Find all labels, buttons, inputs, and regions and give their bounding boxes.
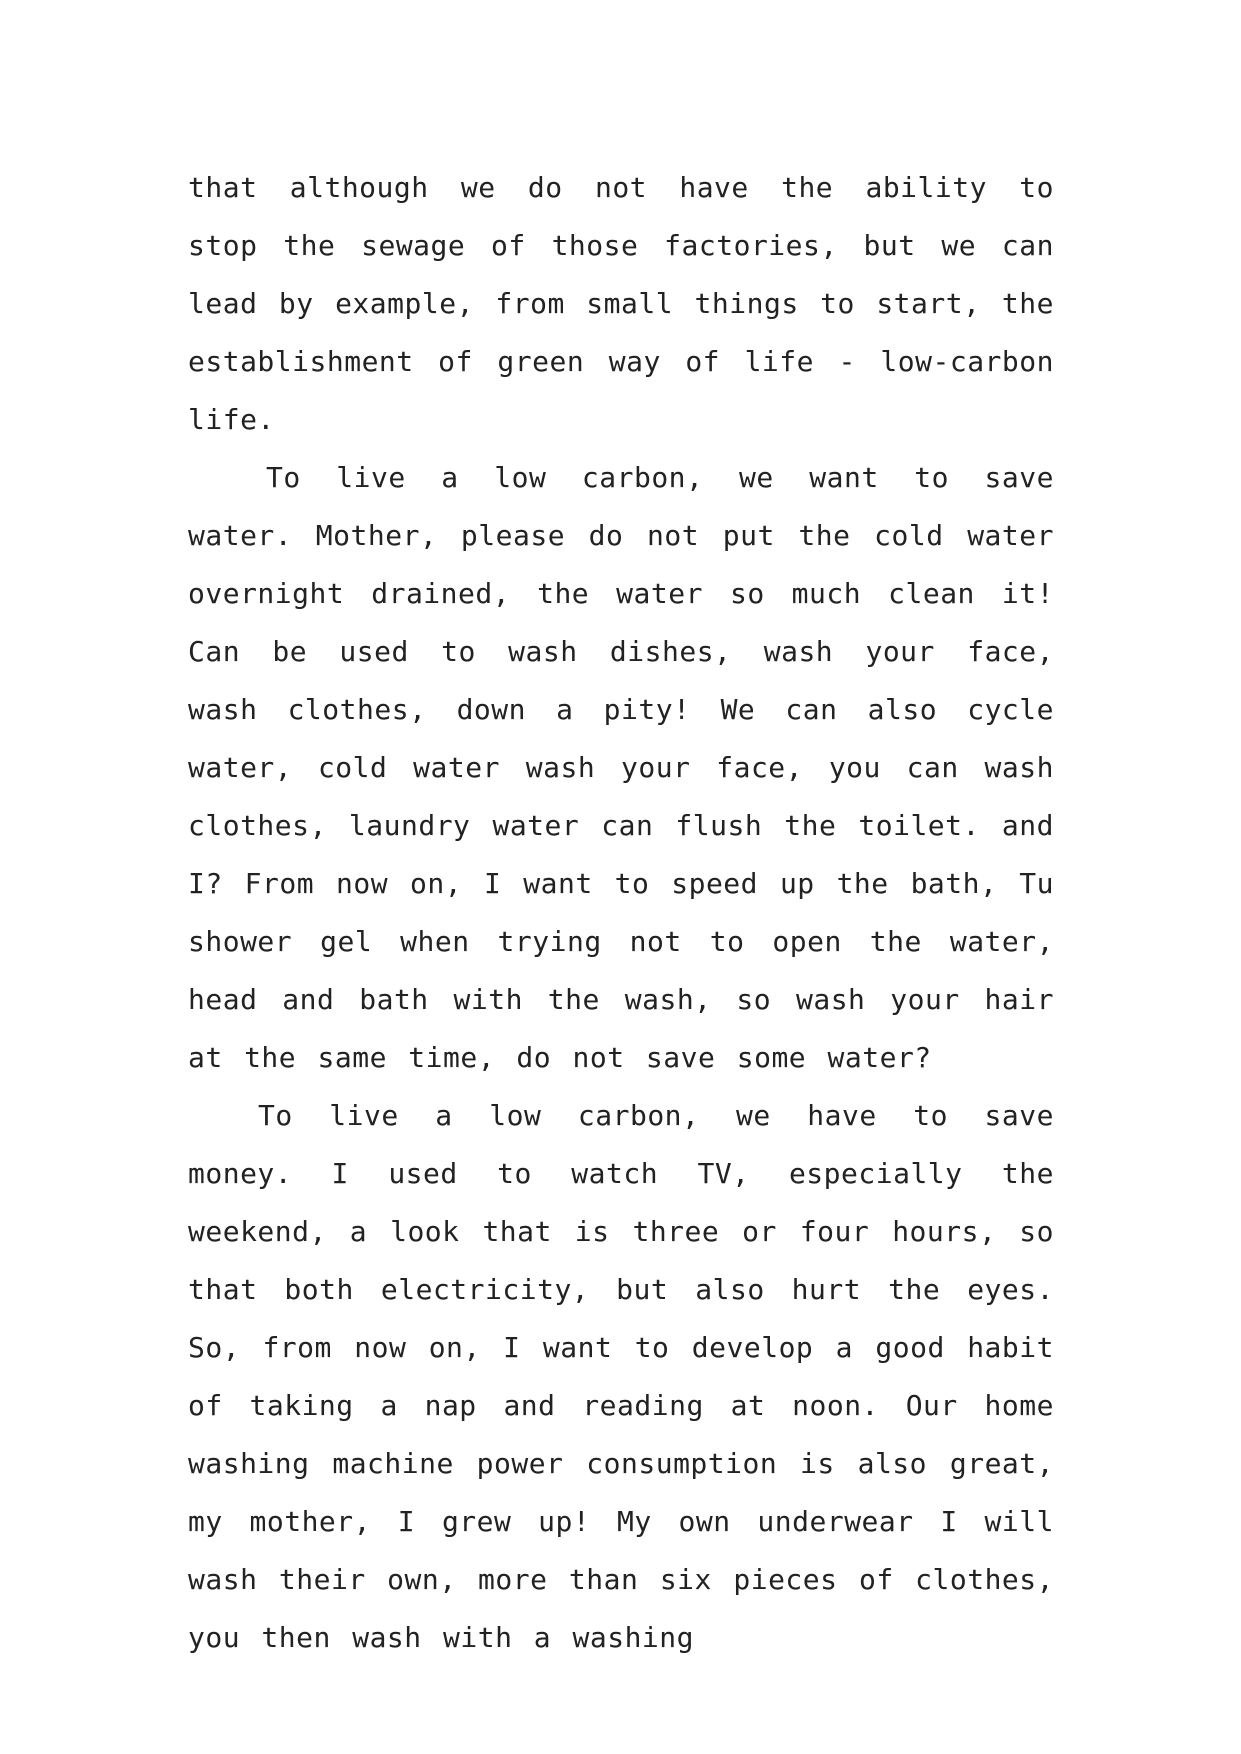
paragraph-continuation: that although we do not have the ability to stop the sewage of those factories, but we can lead by example, from small things to start, the establishment of green way of life - low-carbon life. [188,171,1054,436]
paragraph-save-water: To live a low carbon, we want to save water. Mother, please do not put the cold water overnight drained, the water so much clean it! Can be used to wash dishes, wash your face, wash clothes, down a pity! We can also cycle water, cold water wash your face, you can wash clothes, laundry water can flush the toilet. and I? From now on, I want to speed up the bath, Tu shower gel when trying not to open the water, head and bath with the wash, so wash your hair at the same time, do not save some water? [188,461,1054,1074]
document-body [188,159,1054,1667]
paragraph-save-money: To live a low carbon, we have to save money. I used to watch TV, especially the weekend, a look that is three or four hours, so that both electricity, but also hurt the eyes. So, from now on, I want to develop a good habit of taking a nap and reading at noon. Our home washing machine power consumption is also great, my mother, I grew up! My own underwear I will wash their own, more than six pieces of clothes, you then wash with a washing [188,1099,1054,1654]
